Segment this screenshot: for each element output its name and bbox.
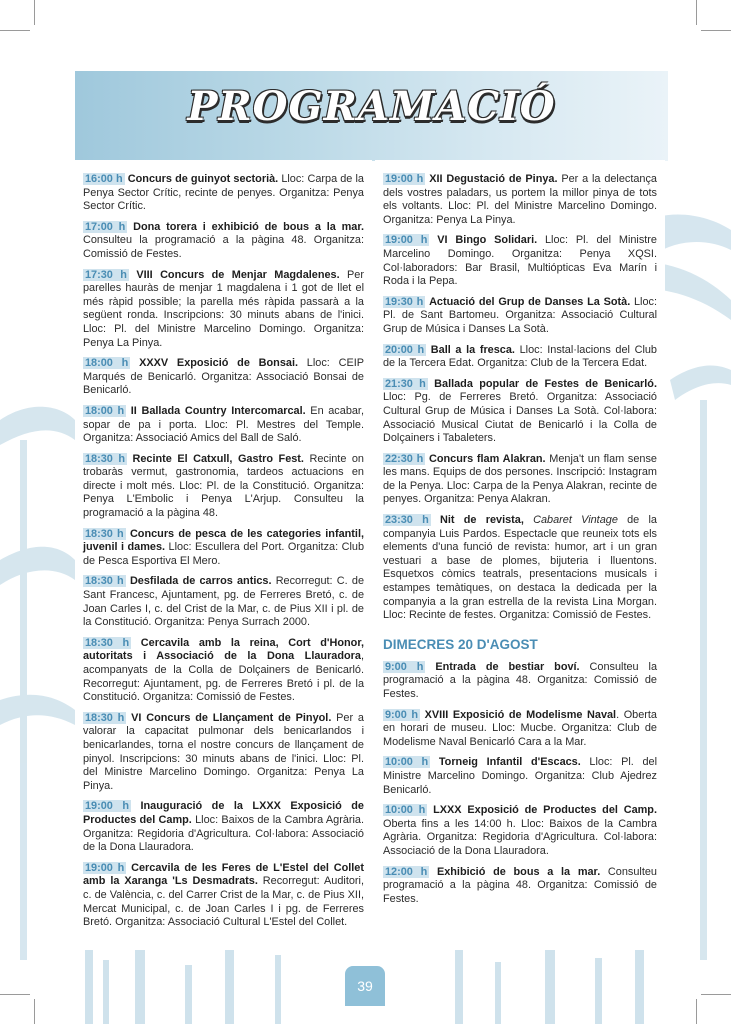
entry-time: 18:00 h [85,357,129,370]
program-entry [83,357,364,398]
program-entry [383,296,657,337]
entry-title: Concurs de guinyot sectorià. [127,173,279,185]
entry-title: Ballada popular de Festes de Benicarló. [434,377,657,390]
program-entry [383,344,657,371]
entry-text: Per parelles hauràs de menjar 1 magdalena i 1 got de llet el més ràpid possible; la parella més ràpida passarà a la següent ronda. Inscripcions: 30 minuts abans de l'inici. Lloc: Pl. del Ministre Marcelino Domingo. Organitza: Penya La Pinya. [83,268,364,349]
entry-time: 9:00 h [385,660,424,673]
entry-title: Inauguració de la LXXX Exposició de Productes del Camp. [83,800,364,826]
entry-title: II Ballada Country Intercomarcal. [130,404,306,417]
entry-text: En acabar, sopar de pa i porta. Lloc: Pl. Mestres del Temple. Organitza: Associació Amics del Ball de Saló. [83,404,364,445]
program-entry [83,221,364,262]
entry-time: 18:30 h [85,636,130,649]
entry-title: Ball a la fresca. [430,343,515,356]
entry-text: Lloc: Pl. del Ministre Marcelino Domingo. Organitza: Penya XQSI. Col·laboradors: Bar Brasil, Multiópticas Eva Marín i Roda i la Pepa. [383,234,657,288]
entry-text: Recorregut: C. de Sant Francesc, Ajuntament, pg. de Ferreres Bretó, c. de Joan Carles I, c. del Crist de la Mar, c. de Pius XII i pl. de la Constitució. Organitza: Penya Surrach 2000. [83,575,364,629]
entry-title: Entrada de bestiar boví. [435,660,580,673]
entry-time: 10:00 h [385,804,426,817]
entry-text: Lloc: Pl. del Ministre Marcelino Domingo. Organitza: Club Ajedrez Benicarló. [383,756,657,796]
entry-text: Lloc: Pl. de Sant Bartomeu. Organitza: Associació Cultural Grup de Música i Danses La Sotà. [383,295,657,335]
entry-time: 17:30 h [85,268,127,281]
entry-title: XXXV Exposició de Bonsai. [139,357,298,370]
entry-text: Oberta fins a les 14:00 h. Lloc: Baixos de la Cambra Agrària. Organitza: Regidoria d'Agricultura. Col·labora: Associació de la Dona Llauradora. [383,817,657,857]
entry-time: 18:30 h [85,527,124,540]
entry-title: Concurs flam Alakran. [428,452,546,465]
entry-title: Cercavila de les Feres de L'Estel del Collet amb la Xaranga 'Ls Desmadrats. [83,861,364,888]
header-banner [75,71,668,161]
program-entry [83,575,364,629]
entry-text: Lloc: CEIP Marqués de Benicarló. Organitza: Associació Bonsai de Benicarló. [83,357,364,397]
entry-text: , acompanyats de la Colla de Dolçainers de Benicarló. Recorregut: Ajuntament, pg. de Ferreres Bretó i pl. de la Constitució. Organitza: Comissió de Festes. [83,650,364,704]
entry-time: 18:00 h [85,404,125,417]
entry-time: 12:00 h [385,865,428,878]
program-entry [83,405,364,446]
entry-title: VIII Concurs de Menjar Magdalenes. [136,268,340,281]
page-title: PROGRAMACIÓ [187,83,556,130]
entry-time: 20:00 h [385,343,425,356]
program-entry [83,637,364,705]
entry-title: Exhibició de bous a la mar. [436,865,601,878]
program-entry [83,800,364,854]
program-entry [83,528,364,569]
entry-text: Lloc: Baixos de la Cambra Agrària. Organitza: Regidoria d'Agricultura. Col·labora: Associació de la Dona Llauradora. [83,813,365,854]
page-number: 39 [345,966,385,1006]
entry-text: Per a valorar la capacitat pulmonar dels benicarlandos i benicarlandes, torna el nostre concurs de llançament de pinyol. Inscripcions: 30 minuts abans de l'inici. Lloc: Pl. del Ministre Marcelino Domingo. Organitza: Penya La Pinya. [83,711,364,792]
entry-italic: Cabaret Vintage [533,514,618,527]
entry-time: 18:30 h [85,575,124,588]
entry-time: 23:30 h [385,514,429,527]
entry-title: Concurs de pesca de les categories infantil, juvenil i dames. [83,527,364,554]
entry-text: . Oberta en horari de museu. Lloc: Mucbe. Organitza: Club de Modelisme Naval Benicarló Cara a la Mar. [383,708,657,748]
entry-time: 16:00 h [85,173,123,185]
left-column [75,160,372,950]
entry-title: Recinte El Catxull, Gastro Fest. [132,452,304,465]
entry-title: Desfilada de carros antics. [129,575,272,588]
entry-time: 18:30 h [85,711,125,724]
entry-time: 19:00 h [385,173,424,185]
program-entry [383,709,657,750]
entry-text: Consulteu la programació a la pàgina 48. Organitza: Comissió de Festes. [83,234,364,260]
entry-text: Per a la delectança dels vostres paladars, us portem la millor pinya de tots els voltants. Lloc: Pl. del Ministre Marcelino Domingo. Organitza: Penya La Pinya. [383,173,657,226]
entry-title: Nit de revista, [440,514,524,527]
entry-time: 19:30 h [385,295,424,308]
right-column [375,160,665,950]
entry-title: Dona torera i exhibició de bous a la mar. [133,220,364,233]
entry-title: VI Bingo Solidari. [437,234,538,247]
entry-text: Consulteu programació a la pàgina 48. Organitza: Comissió de Festes. [383,865,657,905]
program-entry [83,269,364,351]
entry-title: LXXX Exposició de Productes del Camp. [433,804,657,817]
entry-title: Torneig Infantil d'Escacs. [438,756,581,769]
entry-text: Lloc: Instal·lacions del Club de la Tercera Edat. Organitza: Club de la Tercera Edat. [383,343,657,370]
entry-text: Menja't un flam sense les mans. Equips de dos persones. Inscripció: Instagram de la Penya. Lloc: Carpa de la Penya Alakran, recinte de penyes. Organitza: Penya Alakran. [383,452,657,506]
entry-time: 9:00 h [385,708,419,721]
entry-title: Cercavila amb la reina, Cort d'Honor, autoritats i Associació de la Dona Llauradora [83,636,364,663]
program-entry [383,173,657,227]
program-entry [383,234,657,288]
entry-time: 22:30 h [385,452,424,465]
entry-time: 17:00 h [85,220,126,233]
entry-time: 19:00 h [85,800,129,813]
program-entry [383,378,657,446]
program-entry [383,866,657,907]
entry-title: XVIII Exposició de Modelisme Naval [424,708,617,721]
program-entry [383,453,657,507]
entry-text: Lloc: Escullera del Port. Organitza: Club de Pesca Esportiva El Mero. [83,541,365,567]
entry-title: XII Degustació de Pinya. [429,173,558,185]
entry-time: 21:30 h [385,377,426,390]
day-heading: DIMECRES 20 D'AGOST [383,636,538,652]
entry-time: 18:30 h [85,452,125,465]
program-entry [383,756,657,797]
entry-title: VI Concurs de Llançament de Pinyol. [131,711,332,724]
program-entry [383,661,657,702]
entry-title: Actuació del Grup de Danses La Sotà. [429,295,631,308]
entry-text: Lloc: Pg. de Ferreres Bretó. Organitza: Associació Cultural Grup de Música i Danses La Sotà. Col·labora: Associació Musical Ciutat de Benicarló i la Colla de Dolçainers i Tabaleters. [383,391,657,445]
program-entry [83,173,364,214]
program-entry [383,514,657,623]
entry-text: Lloc: Carpa de la Penya Sector Crític, recinte de penyes. Organitza: Penya Sector Crític. [83,173,364,213]
program-entry [383,804,657,858]
entry-text: Consulteu la programació a la pàgina 48. Organitza: Comissió de Festes. [383,660,658,700]
entry-text: Recinte on trobaràs vermut, gastronomia, tardeos actuacions en directe i molt més. Lloc: Pl. de la Constitució. Organitza: Penya L'Embolic i Penya L'Arjup. Consulteu la programació a la pàgina 48. [83,452,364,520]
program-entry [83,453,364,521]
entry-text: de la companyia Luis Pardos. Espectacle que reuneix tots els elements d'una funció de revista: humor, art i un gran vestuari a base de plomes, bijuteria i lluentons. Esquetxos còmics teatrals, presentacions musicals i estampes temàtiques, on destaca la dedicada per la companyia a la gran estrella de la revista Lina Morgan. Lloc: Recinte de festes. Organitza: Comissió de Festes. [383,514,657,622]
entry-time: 19:00 h [385,234,428,247]
entry-time: 19:00 h [85,861,125,874]
entry-text: Recorregut: Auditori, c. de València, c. del Carrer Crist de la Mar, c. de Pius XII, Mercat Municipal, c. de Joan Carles I i pg. de Ferreres Bretó. Organitza: Associació Cultural L'Estel del Collet. [83,875,364,929]
entry-time: 10:00 h [385,756,429,769]
program-entry [83,862,364,930]
program-entry [83,712,364,794]
